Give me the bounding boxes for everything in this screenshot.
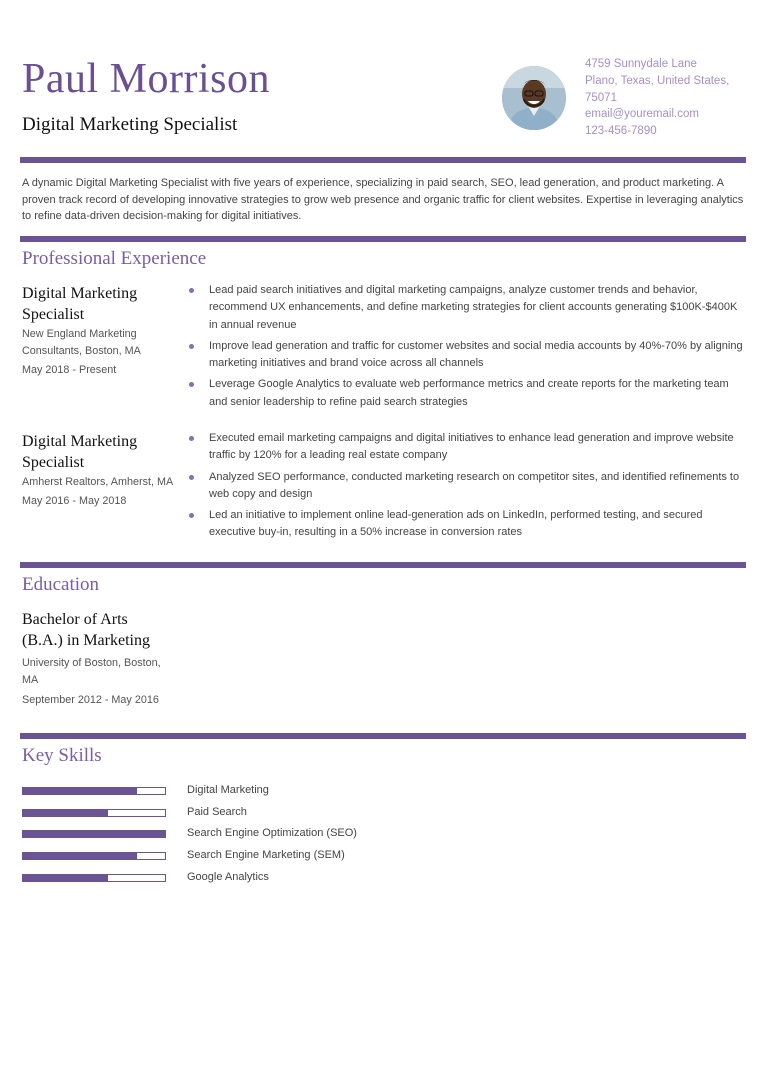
contact-address-line1: 4759 Sunnydale Lane [585,58,697,70]
divider-rule [20,733,746,739]
contact-email[interactable]: email@youremail.com [585,108,699,121]
skill-level-fill [23,810,108,816]
section-heading-skills: Key Skills [22,745,102,766]
skill-label: Search Engine Optimization (SEO) [187,827,357,839]
job-bullet-list [186,430,746,546]
skill-level-bar [22,852,166,860]
job-company: New England Marketing Consultants, Boston, MA [22,328,141,357]
contact-block [585,56,755,140]
candidate-name: Paul Morrison [22,56,270,102]
profile-photo [502,66,566,130]
job-title: Digital Marketing Specialist [22,433,138,471]
skill-level-fill [23,831,165,837]
job-dates: May 2016 - May 2018 [22,495,127,507]
candidate-title: Digital Marketing Specialist [22,114,238,135]
divider-rule [20,157,746,163]
job-title: Digital Marketing Specialist [22,285,138,323]
contact-address-line2: Plano, Texas, United States, [585,74,730,87]
skill-row [22,826,422,843]
profile-photo-image [502,66,566,130]
skill-level-bar [22,787,166,795]
section-heading-experience: Professional Experience [22,248,207,269]
section-heading-education: Education [22,574,100,595]
skill-label: Google Analytics [187,871,269,883]
job-dates: May 2018 - Present [22,364,117,376]
skill-level-bar [22,809,166,817]
job-bullet-list [186,282,746,415]
contact-phone[interactable]: 123-456-7890 [585,125,657,138]
skill-row [22,783,422,800]
skill-level-fill [23,853,137,859]
job-bullet: Executed email marketing campaigns and digital initiatives to enhance lead generation and improve website traffic by 120% for a leading real estate company [186,430,746,465]
divider-rule [20,562,746,568]
skill-row [22,870,422,887]
job-bullet: Lead paid search initiatives and digital marketing campaigns, analyze customer trends and behavior, recommend UX enhancements, and define marketing strategies for client accounts generating $100K-$400K in annual revenue [186,282,746,334]
skill-level-bar [22,874,166,882]
divider-rule [20,236,746,242]
contact-address-line3: 75071 [585,91,617,104]
skill-row [22,805,422,822]
education-school: University of Boston, Boston, MA [22,657,161,686]
skill-level-bar [22,830,166,838]
summary-paragraph: A dynamic Digital Marketing Specialist with five years of experience, specializing in paid search, SEO, lead generation, and product marketing. A proven track record of developing innovative strategies to grow web presence and organic traffic for client websites. Expertise in leveraging analytics to refine data-driven decision-making for digital initiatives. [22,177,744,222]
skill-label: Search Engine Marketing (SEM) [187,849,345,861]
skill-label: Digital Marketing [187,784,269,796]
education-dates: September 2012 - May 2016 [22,694,159,706]
skill-level-fill [23,875,108,881]
skill-level-fill [23,788,137,794]
job-company: Amherst Realtors, Amherst, MA [22,476,174,488]
skill-label: Paid Search [187,806,247,818]
job-bullet: Improve lead generation and traffic for customer websites and social media accounts by 40%-70% by aligning marketing initiatives and brand voice across all channels [186,338,746,373]
job-bullet: Analyzed SEO performance, conducted marketing research on competitor sites, and identified refinements to web copy and design [186,469,746,504]
job-bullet: Led an initiative to implement online lead-generation ads on LinkedIn, performed testing, and secured executive buy-in, resulting in a 50% increase in conversion rates [186,507,746,542]
skill-row [22,848,422,865]
job-bullet: Leverage Google Analytics to evaluate web performance metrics and create reports for the marketing team and senior leadership to refine paid search strategies [186,376,746,411]
education-degree: Bachelor of Arts (B.A.) in Marketing [22,611,150,649]
